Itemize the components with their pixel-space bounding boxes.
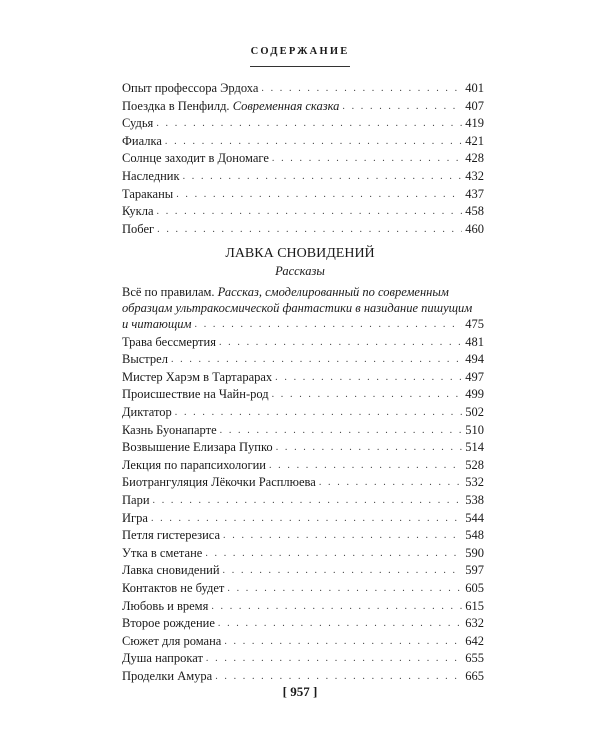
dot-leader xyxy=(218,615,462,633)
dot-leader xyxy=(223,562,463,580)
toc-entry-page: 655 xyxy=(465,651,484,666)
toc-entry xyxy=(122,133,484,151)
head-rule xyxy=(250,66,350,67)
toc-entry-title: Мистер Харэм в Тартарарах xyxy=(122,369,273,384)
section-title: ЛАВКА СНОВИДЕНИЙ xyxy=(225,246,375,261)
dot-leader xyxy=(275,369,462,387)
dot-leader xyxy=(219,334,462,352)
toc-entry xyxy=(122,650,484,668)
dot-leader xyxy=(215,668,462,686)
dot-leader xyxy=(183,168,463,186)
toc-entry-page: 428 xyxy=(465,151,484,166)
toc-entry-title: Диктатор xyxy=(122,404,172,419)
toc-entry-page: 642 xyxy=(465,633,484,648)
page-number: [ 957 ] xyxy=(282,684,318,699)
toc-entry-page: 605 xyxy=(465,580,484,595)
toc-entry-title: Контактов не будет xyxy=(122,580,225,595)
toc-entry-page: 494 xyxy=(465,352,484,367)
dot-leader xyxy=(153,492,463,510)
toc-entry-page: 460 xyxy=(465,221,484,236)
toc-entry xyxy=(122,351,484,369)
toc-entry-page: 665 xyxy=(465,668,484,683)
toc-entry-line-1 xyxy=(122,285,484,301)
toc-entry-page: 532 xyxy=(465,475,484,490)
toc-entry xyxy=(122,186,484,204)
toc-entry-page: 514 xyxy=(465,440,484,455)
toc-entry-title: Лекция по парапсихологии xyxy=(122,457,266,472)
toc-entry-title: Лавка сновидений xyxy=(122,563,220,578)
toc-entry xyxy=(122,615,484,633)
toc-entry-page: 481 xyxy=(465,334,484,349)
toc-entry-page: 548 xyxy=(465,528,484,543)
toc-section-2 xyxy=(122,285,484,685)
toc-entry xyxy=(122,386,484,404)
toc-entry xyxy=(122,369,484,387)
toc-entry-title: Сюжет для романа xyxy=(122,633,222,648)
dot-leader xyxy=(223,527,462,545)
toc-entry-page: 538 xyxy=(465,492,484,507)
toc-entry xyxy=(122,527,484,545)
toc-entry-title: Второе рождение xyxy=(122,616,215,631)
toc-entry-title: Проделки Амура xyxy=(122,668,213,683)
dot-leader xyxy=(151,510,462,528)
dot-leader xyxy=(269,457,462,475)
toc-entry-title: Биотрангуляция Лёкочки Расплюева xyxy=(122,475,316,490)
toc-entry xyxy=(122,474,484,492)
toc-entry-title: Возвышение Елизара Пупко xyxy=(122,440,273,455)
toc-entry-title: Побег xyxy=(122,221,155,236)
section-subtitle: Рассказы xyxy=(275,264,325,278)
dot-leader xyxy=(195,316,463,334)
toc-entry-title: Фиалка xyxy=(122,133,162,148)
toc-entry xyxy=(122,221,484,239)
toc-entry xyxy=(122,98,484,116)
dot-leader xyxy=(276,439,463,457)
toc-entry-title: Выстрел xyxy=(122,352,168,367)
dot-leader xyxy=(211,598,462,616)
toc-entry xyxy=(122,562,484,580)
toc-entry-subtitle-line-1: Рассказ, смоделированный по современным xyxy=(217,285,449,299)
toc-entry-page: 437 xyxy=(465,186,484,201)
dot-leader xyxy=(227,580,462,598)
toc-entry-title: Казнь Буонапарте xyxy=(122,422,217,437)
toc-entry xyxy=(122,457,484,475)
toc-entry-page: 499 xyxy=(465,387,484,402)
dot-leader xyxy=(157,221,462,239)
dot-leader xyxy=(156,115,462,133)
dot-leader xyxy=(205,545,462,563)
toc-entry-page: 615 xyxy=(465,598,484,613)
toc-entry xyxy=(122,115,484,133)
dot-leader xyxy=(220,422,463,440)
toc-entry-page: 497 xyxy=(465,369,484,384)
toc-entry-title: Наследник xyxy=(122,168,180,183)
toc-entry-page: 419 xyxy=(465,116,484,131)
toc-entry-subtitle: Современная сказка xyxy=(232,98,340,113)
dot-leader xyxy=(175,404,462,422)
toc-entry xyxy=(122,510,484,528)
dot-leader xyxy=(171,351,462,369)
toc-entry-page: 502 xyxy=(465,404,484,419)
toc-entry-title: Петля гистерезиса xyxy=(122,528,221,543)
toc-section-1 xyxy=(122,80,484,238)
toc-entry xyxy=(122,492,484,510)
toc-entry-title: Тараканы xyxy=(122,186,174,201)
toc-entry-subtitle-line-3: и читающим xyxy=(122,317,192,331)
toc-entry xyxy=(122,668,484,686)
toc-entry xyxy=(122,316,484,334)
toc-entry-title: Любовь и время xyxy=(122,598,209,613)
toc-entry-title: Душа напрокат xyxy=(122,651,203,666)
toc-entry-title: Игра xyxy=(122,510,148,525)
toc-entry-title: Кукла xyxy=(122,204,154,219)
toc-entry-page: 475 xyxy=(465,317,484,331)
toc-entry xyxy=(122,203,484,221)
toc-entry-page: 458 xyxy=(465,204,484,219)
toc-entry xyxy=(122,168,484,186)
toc-entry xyxy=(122,580,484,598)
toc-entry-title xyxy=(122,98,339,116)
toc-entry xyxy=(122,545,484,563)
toc-entry-main-title: Поездка в Пенфилд. xyxy=(122,98,230,113)
dot-leader xyxy=(319,474,462,492)
toc-entry-page: 528 xyxy=(465,457,484,472)
toc-entry-page: 632 xyxy=(465,616,484,631)
dot-leader xyxy=(342,98,462,116)
toc-entry-subtitle-line-2: образцам ультракосмической фантастики в назидание пишущим xyxy=(122,300,473,315)
toc-entry-title: Утка в сметане xyxy=(122,545,203,560)
toc-entry xyxy=(122,598,484,616)
dot-leader xyxy=(272,386,463,404)
toc-entry-title: Трава бессмертия xyxy=(122,334,216,349)
toc-entry-title: Судья xyxy=(122,116,154,131)
toc-entry xyxy=(122,404,484,422)
toc-entry xyxy=(122,150,484,168)
toc-entry-page: 590 xyxy=(465,545,484,560)
toc-entry-page: 544 xyxy=(465,510,484,525)
toc-entry xyxy=(122,422,484,440)
toc-entry-title xyxy=(122,316,192,334)
toc-entry-title: Опыт профессора Эрдоха xyxy=(122,81,259,95)
toc-entry-page: 421 xyxy=(465,133,484,148)
dot-leader xyxy=(224,633,462,651)
toc-entry xyxy=(122,334,484,352)
toc-entry-title: Пари xyxy=(122,492,150,507)
dot-leader xyxy=(157,203,463,221)
dot-leader xyxy=(165,133,462,151)
dot-leader xyxy=(272,150,462,168)
toc-entry-page: 510 xyxy=(465,422,484,437)
toc-entry-title: Солнце заходит в Дономаге xyxy=(122,151,269,166)
toc-entry xyxy=(122,439,484,457)
toc-entry xyxy=(122,633,484,651)
toc-entry-line-2 xyxy=(122,301,484,317)
toc-entry-page: 401 xyxy=(465,81,484,95)
toc-entry-title: Происшествие на Чайн-род xyxy=(122,387,269,402)
toc-entry-page: 597 xyxy=(465,563,484,578)
dot-leader xyxy=(261,80,462,98)
toc-entry-page: 432 xyxy=(465,168,484,183)
toc-entry xyxy=(122,80,484,98)
dot-leader xyxy=(206,650,462,668)
dot-leader xyxy=(176,186,462,204)
toc-entry-multiline xyxy=(122,285,484,316)
toc-entry-main-title: Всё по правилам. xyxy=(122,285,215,299)
running-head: СОДЕРЖАНИЕ xyxy=(250,46,350,57)
toc-entry-page: 407 xyxy=(465,98,484,113)
